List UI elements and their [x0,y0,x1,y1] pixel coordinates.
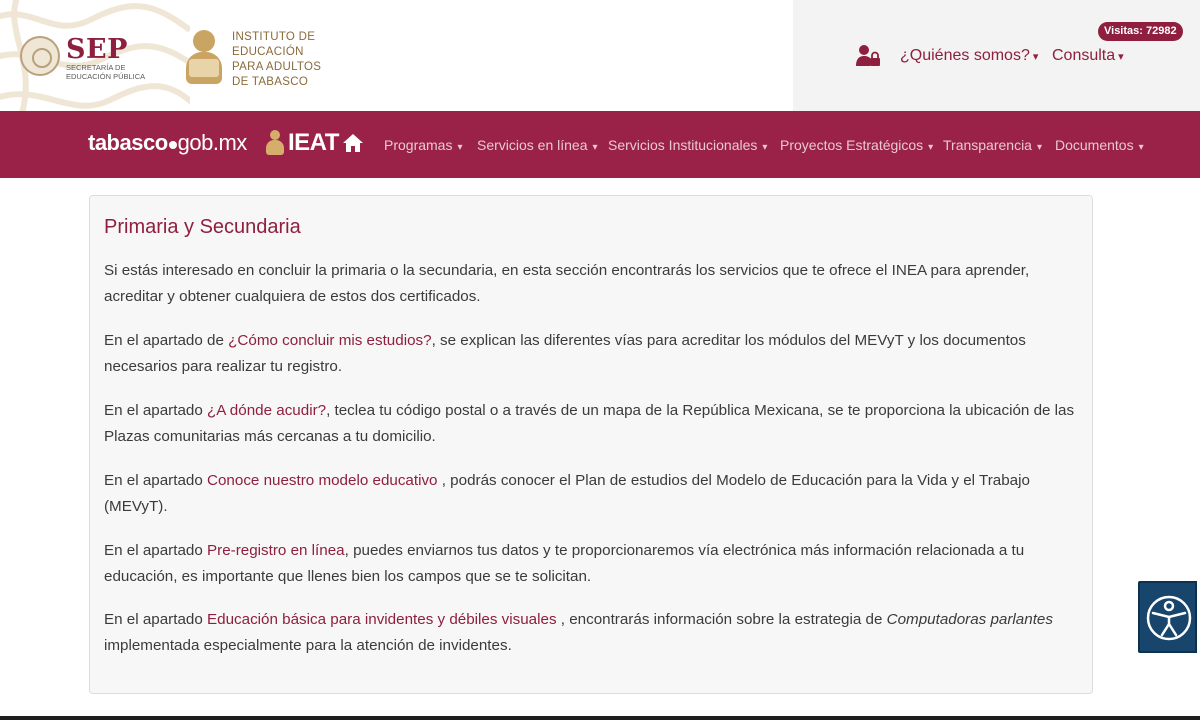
paragraph-text: , puedes enviarnos tus datos y te proporcionaremos vía electrónica más información relacionada a tu educación, es importante que llenes bien los campos que se te solicitan. [104,542,1025,585]
paragraph-text: En el apartado [104,542,208,559]
paragraph-intro [104,258,1079,310]
link-modelo-educativo[interactable]: Conoce nuestro modelo educativo [207,472,438,489]
reader-figure-icon [266,130,284,156]
paragraph-como-concluir [104,328,1079,380]
institute-line: PARA ADULTOS [232,61,322,73]
content-card [89,195,1093,694]
paragraph-italic: Computadoras parlantes [886,611,1053,628]
accessibility-icon [1144,593,1194,643]
nav-servicios-en-linea[interactable]: Servicios en línea ▾ [477,137,598,153]
tabasco-gob-brand[interactable] [88,130,247,156]
paragraph-modelo-educativo [104,468,1079,520]
nav-consulta[interactable]: Consulta ▾ [1052,47,1124,65]
link-a-donde-acudir[interactable]: ¿A dónde acudir? [207,402,327,419]
nav-proyectos-estrategicos[interactable]: Proyectos Estratégicos ▾ [780,137,933,153]
nav-programas[interactable]: Programas ▾ [384,137,463,153]
institute-line: DE TABASCO [232,76,309,88]
link-como-concluir[interactable]: ¿Cómo concluir mis estudios? [228,332,432,349]
paragraph-text: , encontrarás información sobre la estrategia de [556,611,887,628]
paragraph-invidentes [104,607,1079,659]
national-seal-icon [20,36,60,76]
paragraph-text: , podrás conocer el Plan de estudios del Modelo de Educación para la Vida y el Trabajo (MEVyT). [104,472,1030,515]
brand-dot-icon [169,141,177,149]
home-icon [342,133,364,153]
main-navbar [0,111,1200,178]
nav-servicios-institucionales[interactable]: Servicios Institucionales ▾ [608,137,767,153]
bottom-edge [0,716,1200,720]
paragraph-text: En el apartado [104,472,208,489]
reader-figure-icon [184,30,224,86]
nav-quienes-somos[interactable]: ¿Quiénes somos? ▾ [900,47,1038,65]
institute-line: INSTITUTO DE [232,31,316,43]
sep-logo[interactable] [20,36,148,81]
paragraph-text: En el apartado [104,611,208,628]
ieat-logo[interactable] [184,30,321,90]
paragraph-text: En el apartado [104,402,208,419]
link-educacion-invidentes[interactable]: Educación básica para invidentes y débiles visuales [207,611,557,628]
sep-logo-text: SEP [66,34,128,65]
paragraph-text: En el apartado de [104,332,229,349]
institute-name [232,30,321,90]
paragraph-text: Si estás interesado en concluir la primaria o la secundaria, en esta sección encontrarás los servicios que te ofrece el INEA para aprender, acreditar y obtener cualquiera de estos dos certificados. [104,262,1030,305]
paragraph-text: , se explican las diferentes vías para acreditar los módulos del MEVyT y los documentos necesarios para realizar tu registro. [104,332,1026,375]
paragraph-pre-registro [104,538,1079,590]
link-pre-registro[interactable]: Pre-registro en línea [207,542,345,559]
brand-light: gob.mx [177,130,247,155]
brand-bold: tabasco [88,130,168,155]
accessibility-button[interactable] [1138,581,1197,653]
paragraph-text: , teclea tu código postal o a través de un mapa de la República Mexicana, se te proporciona la ubicación de las Plazas comunitarias más cercanas a tu domicilio. [104,402,1075,445]
user-lock-icon[interactable] [856,45,880,67]
ieat-home-link[interactable] [266,129,364,157]
page-title: Primaria y Secundaria [104,216,301,238]
nav-transparencia[interactable]: Transparencia ▾ [943,137,1042,153]
institute-line: EDUCACIÓN [232,46,304,58]
paragraph-text: implementada especialmente para la atención de invidentes. [104,637,512,654]
visits-badge: Visitas: 72982 [1098,22,1183,41]
sep-logo-subtitle: SECRETARÍA DE EDUCACIÓN PÚBLICA [66,63,146,81]
nav-documentos[interactable]: Documentos ▾ [1055,137,1144,153]
paragraph-a-donde-acudir [104,398,1079,450]
ieat-label: IEAT [288,129,339,156]
top-header [0,0,1200,111]
